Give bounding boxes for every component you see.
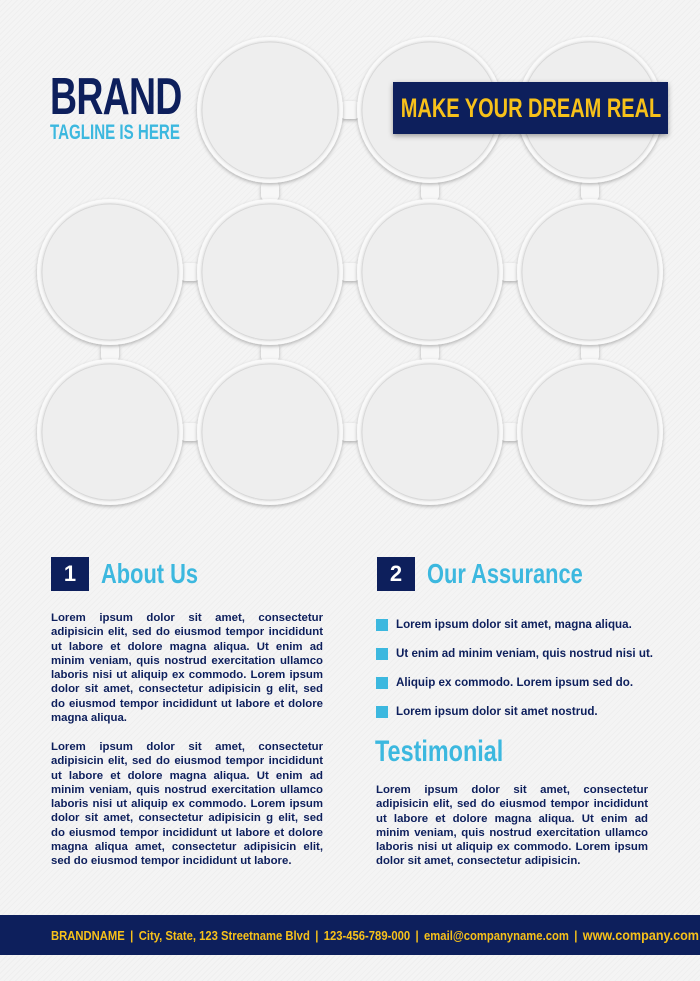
assurance-title: Our Assurance xyxy=(427,558,583,589)
testimonial-title: Testimonial xyxy=(375,735,504,768)
bullet-square-icon xyxy=(376,677,388,689)
testimonial-text: Lorem ipsum dolor sit amet, consectetur adipisicin elit, sed do eiusmod tempor incididunt ut labore et dolore magna aliqua. Ut enim ad minim veniam, quis nostrud exercitation ullamco laboris nisi ut aliquip ex commodo. Lorem ipsum dolor sit amet, consectetur adipisicin. xyxy=(376,784,648,868)
footer-website[interactable]: www.company.com xyxy=(582,927,699,943)
about-paragraph-2: Lorem ipsum dolor sit amet, consectetur adipisicin elit, sed do eiusmod tempor incididunt ut labore et dolore magna aliqua. Ut enim ad minim veniam, quis nostrud exercitation ullamco laboris nisi ut aliquip ex commodo. Lorem ipsum dolor sit amet, consectetur adipisicin g elit, sed do eiusmod tempor incididunt ut labore et dolore magna aliqua amet, consectetur adipisicin elit, sed do eiusmod tempor incididunt ut labore. xyxy=(51,741,323,868)
headline-banner xyxy=(393,82,668,134)
bullet-square-icon xyxy=(376,706,388,718)
section-number-badge: 2 xyxy=(377,557,415,591)
section-number-badge: 1 xyxy=(51,557,89,591)
photo-placeholder xyxy=(362,204,498,340)
footer-email[interactable]: email@companyname.com xyxy=(424,929,569,943)
photo-placeholder xyxy=(522,204,658,340)
photo-placeholder xyxy=(362,364,498,500)
assurance-heading xyxy=(377,557,627,591)
circle-link xyxy=(261,181,279,201)
list-item: Aliquip ex commodo. Lorem ipsum sed do. xyxy=(376,668,653,697)
footer-bar xyxy=(0,915,700,955)
footer-address: City, State, 123 Streetname Blvd xyxy=(138,929,310,943)
list-item: Lorem ipsum dolor sit amet, magna aliqua. xyxy=(376,610,653,639)
photo-placeholder xyxy=(522,364,658,500)
brand-name: BRAND xyxy=(50,68,182,126)
about-heading xyxy=(51,557,225,591)
assurance-list xyxy=(376,610,653,726)
list-item: Lorem ipsum dolor sit amet nostrud. xyxy=(376,697,653,726)
circle-link xyxy=(581,181,599,201)
photo-placeholder xyxy=(42,204,178,340)
photo-placeholder xyxy=(42,364,178,500)
brand-logo xyxy=(50,68,233,144)
footer-contact: BRANDNAME | City, State, 123 Streetname Blvd | 123-456-789-000 | email@companyname.com | www.company.com xyxy=(51,927,699,943)
bullet-square-icon xyxy=(376,648,388,660)
photo-placeholder xyxy=(202,204,338,340)
photo-placeholder xyxy=(202,364,338,500)
bullet-square-icon xyxy=(376,619,388,631)
about-paragraph-1: Lorem ipsum dolor sit amet, consectetur adipisicin elit, sed do eiusmod tempor incididunt ut labore et dolore magna aliqua. Ut enim ad minim veniam, quis nostrud exercitation ullamco laboris nisi ut aliquip ex commodo. Lorem ipsum dolor sit amet, consectetur adipisicin g elit, sed do eiusmod tempor incididunt ut labore et dolore magna aliqua. xyxy=(51,612,323,725)
circle-link xyxy=(421,181,439,201)
list-item: Ut enim ad minim veniam, quis nostrud nisi ut. xyxy=(376,639,653,668)
about-title: About Us xyxy=(101,558,199,589)
footer-brandname: BRANDNAME xyxy=(51,929,125,943)
footer-phone: 123-456-789-000 xyxy=(323,929,411,943)
headline-text: MAKE YOUR DREAM REAL xyxy=(400,92,661,123)
brand-tagline: TAGLINE IS HERE xyxy=(50,121,180,144)
